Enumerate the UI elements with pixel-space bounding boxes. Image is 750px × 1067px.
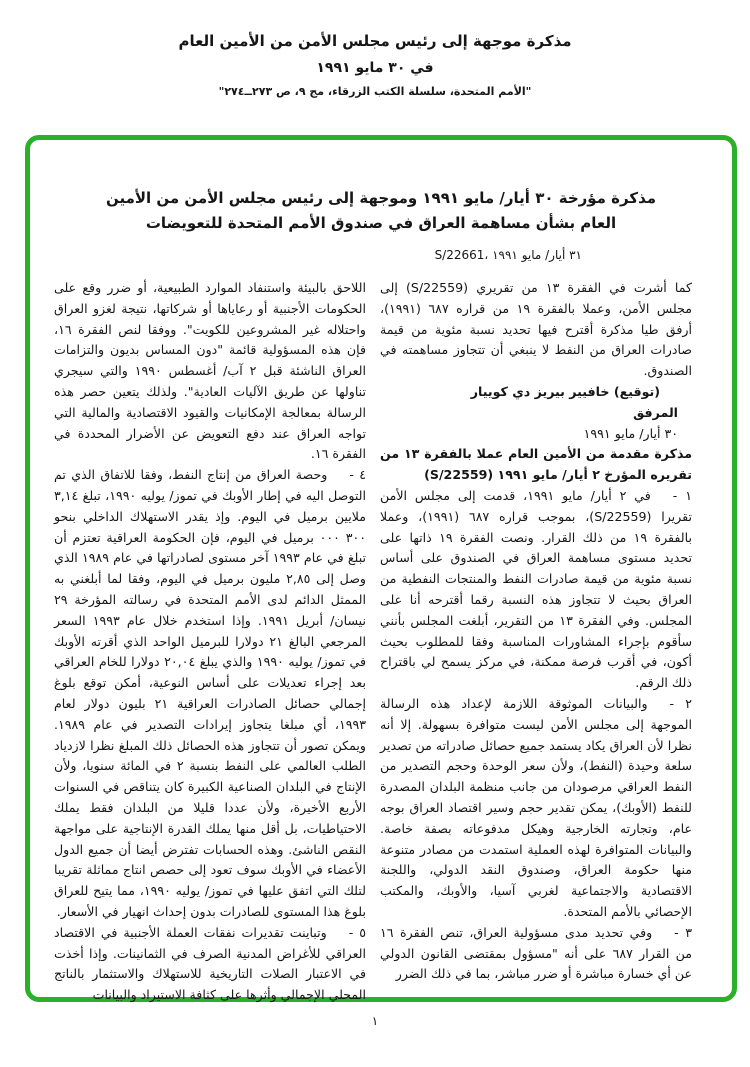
paragraph-number: ٣ - <box>674 924 692 940</box>
annex-subtitle: مذكرة مقدمة من الأمين العام عملا بالفقرة ١٣ من تقريره المؤرخ ٢ أيار/ مايو ١٩٩١ (S/22559) <box>380 446 693 483</box>
header-title: مذكرة موجهة إلى رئيس مجلس الأمن من الأمين العام <box>178 32 572 50</box>
paragraph-text: والبيانات الموثوقة اللازمة لإعداد هذه الرسالة الموجهة إلى مجلس الأمن ليست متوافرة بسهولة. إلا أنه نظرا لأن العراق يكاد يستمد جميع حصائل صادراته من تصدير سلعة وحيدة (النفط)، ولأن سعر الوحدة وحجم التصدير من النفط العراقي مرصودان من جانب منظمة البلدان المصدرة للنفط (الأوبك)، يمكن تقدير حجم وسير اقتصاد العراق بوجه عام، وتجارته الخارجية وهيكل مدفوعاته بصفة خاصة. والبيانات المتوافرة لهذه العملية استمدت من مصادر متنوعة منها حكومة العراق، وصندوق النقد الدولي، واللجنة الاقتصادية والاجتماعية لغربي آسيا، والأوبك، والمكتب الإحصائي بالأمم المتحدة. <box>380 695 692 919</box>
paragraph-text: في ٢ أيار/ مايو ١٩٩١، قدمت إلى مجلس الأمن تقريرا (S/22559)، بموجب قراره ٦٨٧ (١٩٩١)، وعملا بالفقرة ١٩ من ذلك القرار. ونصت الفقرة ١٩ ذاتها على تحديد مستوى مساهمة العراق في الصندوق على أساس نسبة مئوية من قيمة صادرات النفط والمنتجات النفطية من العراق بحيث لا تتجاوز هذه النسبة رقما أقترحه أنا على المجلس. وفي الفقرة ١٣ من التقرير، أبلغت المجلس بأنني سأقوم بإجراء المشاورات المناسبة وفقا للمطلوب بحيث أكون، في أقرب فرصة ممكنة، في مركز يسمح لي باقتراح ذلك الرقم. <box>380 487 692 691</box>
annex-heading: المرفق <box>633 404 678 420</box>
annex-paragraph-1 <box>380 486 692 694</box>
memo-frame <box>25 135 737 1002</box>
annex-paragraph-4 <box>54 465 366 923</box>
paragraph-text: وتباينت تقديرات نفقات العملة الأجنبية في الاقتصاد العراقي للأغراض المدنية الصرف في الثمانينات. وإذا أخذت في الاعتبار الصلات التاريخية للاستهلاك والاستثمار بالناتج المحلي الإجمالي وأثرها على كثافة الاستيراد والبيانات <box>54 924 366 1003</box>
header-date: في ٣٠ مايو ١٩٩١ <box>316 60 434 76</box>
annex-date: ٣٠ أيار/ مايو ١٩٩١ <box>583 425 678 441</box>
signature-line <box>380 382 692 403</box>
memo-title: مذكرة مؤرخة ٣٠ أيار/ مايو ١٩٩١ وموجهة إلى رئيس مجلس الأمن من الأمين العام بشأن مساهمة العراق في صندوق الأمم المتحدة للتعويضات <box>105 189 657 232</box>
signature-label: (توقيع) <box>613 383 660 399</box>
memo-body <box>55 278 692 1006</box>
signature-name: خافيير بيريز دي كوييار <box>470 383 610 399</box>
paragraph-number: ١ - <box>672 487 692 503</box>
paragraph-number: ٤ - <box>349 467 366 483</box>
intro-paragraph: كما أشرت في الفقرة ١٣ من تقريري (S/22559) إلى مجلس الأمن، وعملا بالفقرة ١٩ من قراره ٦٨٧ (١٩٩١)، أرفق طيا مذكرة أقترح فيها تحديد نسبة مئوية من قيمة صادرات العراق من النفط لا ينبغي أن تتجاوز مساهمته في الصندوق. <box>380 280 692 379</box>
annex-paragraph-3 <box>380 923 692 985</box>
header-source-citation: "الأمم المتحدة، سلسلة الكتب الزرقاء، مج ٩، ص ٢٧٣ــ٢٧٤" <box>218 85 532 98</box>
memo-reference: S/22661، ٣١ أيار/ مايو ١٩٩١ <box>434 248 582 262</box>
column-right <box>380 278 692 1006</box>
annex-paragraph-5 <box>54 923 366 1006</box>
column-left <box>54 278 366 1006</box>
continuation-paragraph: اللاحق بالبيئة واستنفاد الموارد الطبيعية، أو ضرر وقع على الحكومات الأجنبية أو رعاياها أو شركاتها، نتيجة لغزو العراق واحتلاله غير المشروعين للكويت". ووفقا لنص الفقرة ١٦، فإن هذه المسؤولية قائمة "دون المساس بديون والتزامات العراق الناشئة قبل ٢ آب/ أغسطس ١٩٩٠ والتي سيجري تناولها عن طريق الآليات العادية". ولذلك يتعين حصر هذه الرسالة بمعالجة الإمكانيات والقيود الاقتصادية والمالية التي تواجه العراق عند دفع التعويض عن الأضرار المحددة في الفقرة ١٦. <box>54 280 366 462</box>
paragraph-number: ٥ - <box>348 924 366 940</box>
page-header <box>0 32 750 98</box>
paragraph-text: وفي تحديد مدى مسؤولية العراق، تنص الفقرة ١٦ من القرار ٦٨٧ على أنه "مسؤول بمقتضى القانون الدولي عن أي خسارة مباشرة أو ضرر مباشر، بما في ذلك الضرر <box>380 924 692 982</box>
annex-paragraph-2 <box>380 694 692 923</box>
paragraph-text: وحصة العراق من إنتاج النفط، وفقا للاتفاق الذي تم التوصل اليه في إطار الأوبك في تموز/ يوليه ١٩٩٠، تبلغ ٣,١٤ ملايين برميل في اليوم. وإذ يقدر الاستهلاك الداخلي بنحو ٣٠٠ ٠٠٠ برميل في اليوم، فإن الحكومة العراقية تعتزم أن تبلغ في عام ١٩٩٣ آخر مستوى لصادراتها في عام ١٩٨٩ الذي وصل إلى ٢,٨٥ مليون برميل في اليوم، وفقا لما أبلغني به الممثل الدائم لدى الأمم المتحدة في رسالته المؤرخة ٢٩ نيسان/ أبريل ١٩٩١. وإذا استخدم خلال عام ١٩٩٣ السعر المرجعي البالغ ٢١ دولارا للبرميل الواحد الذي أقرته الأوبك في تموز/ يوليه ١٩٩٠ والذي يبلغ ٢٠,٠٤ دولارا للخام العراقي بعد إجراء تعديلات على أساس النوعية، أمكن توقع بلوغ إجمالي حصائل الصادرات العراقية ٢١ بليون دولار لعام ١٩٩٣، أي مبلغا يتجاوز إيرادات التصدير في عام ١٩٨٩. ويمكن تصور أن تتجاوز هذه الحصائل ذلك المبلغ نظرا لازدياد الطلب العالمي على النفط بنسبة ٢ في المائة سنويا، ولأن الإنتاج في البلدان الصناعية الكبيرة كان يتناقص في السنوات الأربع الأخيرة، ولأن عددا قليلا من البلدان فقط يملك الاحتياطيات، بل أقل منها يملك القدرة الإنتاجية على مواجهة النقص الناشئ. وهذه الحسابات تفترض أيضا أن جميع الدول الأعضاء في الأوبك سوف تعود إلى حصص انتاج مماثلة تقريبا لتلك التي اتفق عليها في تموز/ يوليه ١٩٩٠، مما يتيح للعراق بلوغ هذا المستوى للصادرات بدون إحداث انهيار في الأسعار. <box>54 467 367 919</box>
page-number: ١ <box>371 1014 379 1028</box>
paragraph-number: ٢ - <box>669 695 692 711</box>
